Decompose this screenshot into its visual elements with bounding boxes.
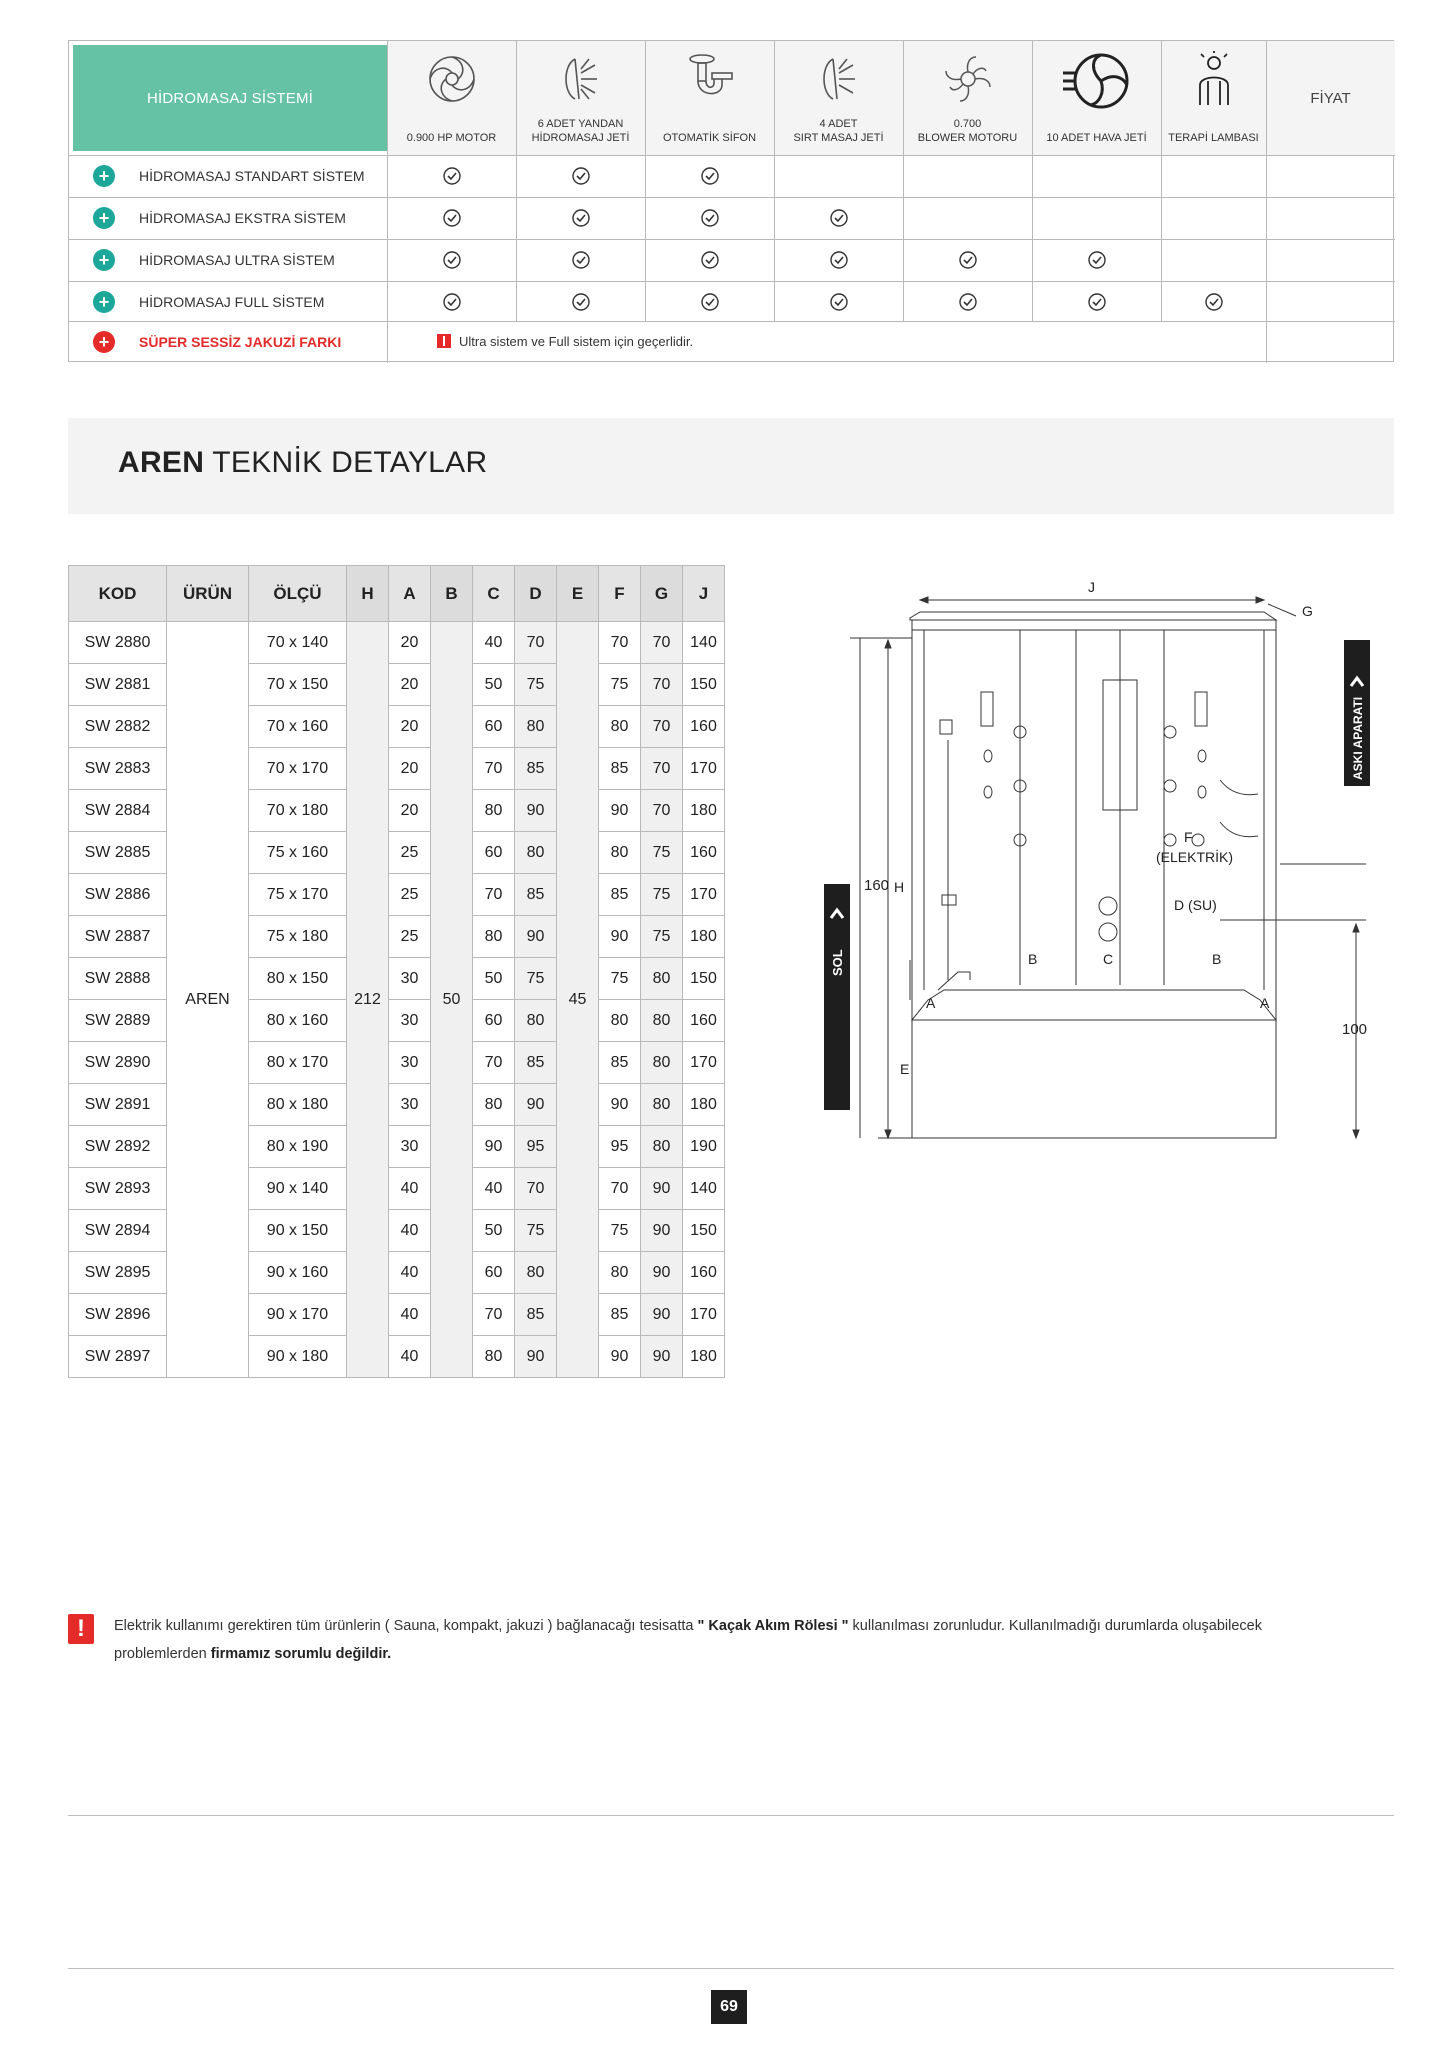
table-cell: 90 bbox=[641, 1294, 683, 1336]
table-cell: 70 x 160 bbox=[249, 706, 347, 748]
table-cell: 70 bbox=[515, 622, 557, 664]
table-cell: 180 bbox=[683, 916, 725, 958]
col-header: C bbox=[473, 566, 515, 622]
table-cell: 50 bbox=[473, 1210, 515, 1252]
table-cell: 90 x 150 bbox=[249, 1210, 347, 1252]
electric-socket bbox=[1099, 897, 1117, 915]
feature-label: 0.900 HP MOTOR bbox=[406, 132, 497, 144]
table-cell: 70 bbox=[473, 874, 515, 916]
super-silent-note bbox=[437, 321, 693, 363]
table-cell: 75 x 180 bbox=[249, 916, 347, 958]
table-cell: 70 x 180 bbox=[249, 790, 347, 832]
cabin-top bbox=[910, 612, 1276, 620]
table-cell: 40 bbox=[389, 1294, 431, 1336]
col-header: E bbox=[557, 566, 599, 622]
tub-rim bbox=[912, 990, 1276, 1020]
table-cell: 95 bbox=[599, 1126, 641, 1168]
table-cell: 170 bbox=[683, 1042, 725, 1084]
table-cell: SW 2887 bbox=[69, 916, 167, 958]
table-cell: 40 bbox=[473, 1168, 515, 1210]
right-control-panel bbox=[1195, 692, 1207, 726]
warning-liability: firmamız sorumlu değildir. bbox=[210, 1646, 392, 1662]
check-icon bbox=[829, 250, 849, 270]
table-cell: 80 x 190 bbox=[249, 1126, 347, 1168]
water-label: D (SU) bbox=[1174, 897, 1217, 913]
table-cell: 75 bbox=[599, 1210, 641, 1252]
system-row bbox=[69, 281, 1395, 323]
col-header: J bbox=[683, 566, 725, 622]
table-cell: 80 bbox=[473, 1336, 515, 1378]
table-cell: 80 bbox=[641, 1000, 683, 1042]
table-cell: 40 bbox=[389, 1336, 431, 1378]
table-cell: 20 bbox=[389, 622, 431, 664]
col-header: F bbox=[599, 566, 641, 622]
table-cell: 75 bbox=[599, 958, 641, 1000]
check-icon bbox=[571, 250, 591, 270]
table-cell: 90 bbox=[515, 1084, 557, 1126]
table-cell: 45 bbox=[557, 622, 599, 1378]
table-row bbox=[69, 622, 725, 664]
table-cell: 40 bbox=[389, 1210, 431, 1252]
check-icon bbox=[571, 292, 591, 312]
footer-divider bbox=[68, 1968, 1394, 1969]
table-cell: 20 bbox=[389, 790, 431, 832]
table-cell: 40 bbox=[389, 1252, 431, 1294]
dim-label-100: 100 bbox=[1342, 1021, 1368, 1038]
table-cell: SW 2884 bbox=[69, 790, 167, 832]
table-cell: 180 bbox=[683, 1084, 725, 1126]
table-cell: 160 bbox=[683, 1252, 725, 1294]
warning-icon bbox=[437, 334, 451, 348]
table-cell: 160 bbox=[683, 832, 725, 874]
plus-icon: + bbox=[93, 165, 115, 187]
hanger-label: ASKI APARATI bbox=[1351, 696, 1365, 780]
table-cell: 160 bbox=[683, 706, 725, 748]
table-cell: 90 x 180 bbox=[249, 1336, 347, 1378]
table-cell: 70 bbox=[641, 748, 683, 790]
system-row bbox=[69, 197, 1395, 239]
table-cell: 70 bbox=[641, 622, 683, 664]
feature-label: OTOMATİK SİFON bbox=[662, 132, 757, 144]
dim-label-e: E bbox=[900, 1061, 910, 1077]
dim-label-j: J bbox=[1088, 580, 1095, 595]
table-cell: 80 bbox=[599, 706, 641, 748]
table-cell: 80 x 170 bbox=[249, 1042, 347, 1084]
table-cell: 80 x 160 bbox=[249, 1000, 347, 1042]
feature-label: 4 ADET SIRT MASAJ JETİ bbox=[793, 118, 884, 144]
table-cell: 70 bbox=[473, 748, 515, 790]
table-cell: 95 bbox=[515, 1126, 557, 1168]
therapy-lamp-icon bbox=[1186, 51, 1242, 107]
table-cell: 80 bbox=[515, 1252, 557, 1294]
table-cell: 160 bbox=[683, 1000, 725, 1042]
dim-label-a-left: A bbox=[926, 995, 936, 1011]
check-icon bbox=[442, 292, 462, 312]
system-label: HİDROMASAJ ULTRA SİSTEM bbox=[139, 252, 335, 268]
table-cell: 75 bbox=[515, 1210, 557, 1252]
table-cell: SW 2894 bbox=[69, 1210, 167, 1252]
table-cell: SW 2889 bbox=[69, 1000, 167, 1042]
table-cell: 170 bbox=[683, 748, 725, 790]
cabin-roof-band bbox=[912, 620, 1276, 630]
super-silent-row bbox=[69, 321, 1395, 363]
table-cell: 80 bbox=[641, 958, 683, 1000]
plus-icon: + bbox=[93, 249, 115, 271]
check-icon bbox=[700, 292, 720, 312]
table-cell: 75 bbox=[599, 664, 641, 706]
table-cell: SW 2891 bbox=[69, 1084, 167, 1126]
table-cell: 80 bbox=[515, 706, 557, 748]
table-cell: 70 bbox=[599, 1168, 641, 1210]
check-icon bbox=[958, 250, 978, 270]
table-cell: SW 2897 bbox=[69, 1336, 167, 1378]
table-cell: 90 bbox=[641, 1336, 683, 1378]
table-cell: SW 2880 bbox=[69, 622, 167, 664]
table-cell: 20 bbox=[389, 664, 431, 706]
table-cell: 50 bbox=[431, 622, 473, 1378]
feature-label: 6 ADET YANDAN HİDROMASAJ JETİ bbox=[531, 118, 630, 144]
table-cell: 70 bbox=[473, 1042, 515, 1084]
table-cell: 85 bbox=[599, 748, 641, 790]
table-cell: SW 2890 bbox=[69, 1042, 167, 1084]
table-cell: 90 bbox=[473, 1126, 515, 1168]
water-inlet bbox=[1099, 923, 1117, 941]
siphon-icon bbox=[682, 51, 738, 107]
table-cell: 80 bbox=[641, 1084, 683, 1126]
table-cell: 140 bbox=[683, 622, 725, 664]
table-cell: 75 bbox=[515, 958, 557, 1000]
check-icon bbox=[700, 208, 720, 228]
check-icon bbox=[442, 208, 462, 228]
table-cell: 60 bbox=[473, 706, 515, 748]
plus-icon: + bbox=[93, 207, 115, 229]
feature-side-jet bbox=[516, 41, 645, 155]
table-cell: 80 x 180 bbox=[249, 1084, 347, 1126]
table-cell: SW 2881 bbox=[69, 664, 167, 706]
table-cell: 40 bbox=[389, 1168, 431, 1210]
col-header: B bbox=[431, 566, 473, 622]
table-cell: SW 2895 bbox=[69, 1252, 167, 1294]
table-cell: 90 bbox=[641, 1168, 683, 1210]
table-cell: 180 bbox=[683, 790, 725, 832]
table-cell: 140 bbox=[683, 1168, 725, 1210]
system-row bbox=[69, 155, 1395, 197]
table-cell: 90 bbox=[641, 1210, 683, 1252]
check-icon bbox=[1204, 292, 1224, 312]
left-control-panel bbox=[981, 692, 993, 726]
table-cell: 85 bbox=[515, 1294, 557, 1336]
table-cell: 50 bbox=[473, 664, 515, 706]
feature-motor bbox=[387, 41, 516, 155]
table-cell: 70 bbox=[599, 622, 641, 664]
table-cell: 75 x 160 bbox=[249, 832, 347, 874]
hydromassage-title: HİDROMASAJ SİSTEMİ bbox=[73, 45, 387, 151]
table-cell: 70 bbox=[641, 664, 683, 706]
dim-label-f: F bbox=[1184, 829, 1193, 845]
table-cell: 90 bbox=[515, 790, 557, 832]
exclamation-icon: ! bbox=[68, 1614, 94, 1644]
title-rest: TEKNİK DETAYLAR bbox=[204, 446, 488, 479]
left-side-label: SOL bbox=[830, 949, 845, 976]
table-cell: 70 bbox=[641, 706, 683, 748]
table-cell: 85 bbox=[515, 874, 557, 916]
col-header: ÜRÜN bbox=[167, 566, 249, 622]
divider bbox=[68, 1815, 1394, 1816]
hydromassage-system-table bbox=[68, 40, 1394, 362]
page-number: 69 bbox=[711, 1990, 747, 2024]
table-cell: SW 2888 bbox=[69, 958, 167, 1000]
feature-label: TERAPİ LAMBASI bbox=[1168, 132, 1259, 144]
system-label: HİDROMASAJ FULL SİSTEM bbox=[139, 294, 325, 310]
feature-label: 0.700 BLOWER MOTORU bbox=[917, 118, 1018, 144]
cabin-dimension-diagram bbox=[820, 580, 1380, 1140]
electric-label: (ELEKTRİK) bbox=[1156, 849, 1234, 865]
air-jet-icon bbox=[1061, 51, 1133, 111]
table-cell: 170 bbox=[683, 874, 725, 916]
table-cell: 30 bbox=[389, 1126, 431, 1168]
table-cell: 70 bbox=[473, 1294, 515, 1336]
check-icon bbox=[958, 292, 978, 312]
warning-part-2: kullanılması zorunludur. Kullanılmadığı durumlarda oluşabilecek problemlerden bbox=[114, 1618, 1263, 1662]
dim-label-c: C bbox=[1103, 951, 1114, 967]
table-cell: SW 2883 bbox=[69, 748, 167, 790]
table-cell: 85 bbox=[599, 1042, 641, 1084]
table-cell: SW 2882 bbox=[69, 706, 167, 748]
feature-back-jet bbox=[774, 41, 903, 155]
col-header: KOD bbox=[69, 566, 167, 622]
table-cell: 80 x 150 bbox=[249, 958, 347, 1000]
feature-blower bbox=[903, 41, 1032, 155]
table-cell: 90 bbox=[515, 1336, 557, 1378]
table-cell: 20 bbox=[389, 706, 431, 748]
check-icon bbox=[829, 208, 849, 228]
table-cell: 80 bbox=[473, 1084, 515, 1126]
check-icon bbox=[1087, 250, 1107, 270]
system-row bbox=[69, 239, 1395, 281]
system-label: HİDROMASAJ EKSTRA SİSTEM bbox=[139, 210, 346, 226]
table-cell: 80 bbox=[641, 1042, 683, 1084]
blower-icon bbox=[940, 51, 996, 107]
table-cell: 150 bbox=[683, 664, 725, 706]
table-cell: 90 bbox=[641, 1252, 683, 1294]
back-jet-icon bbox=[811, 51, 867, 107]
table-cell: 90 bbox=[599, 790, 641, 832]
table-cell: 50 bbox=[473, 958, 515, 1000]
col-header: H bbox=[347, 566, 389, 622]
dim-label-b-left: B bbox=[1028, 951, 1038, 967]
table-cell: 80 bbox=[515, 1000, 557, 1042]
table-cell: 85 bbox=[515, 748, 557, 790]
table-cell: 75 bbox=[641, 874, 683, 916]
table-cell: 90 x 140 bbox=[249, 1168, 347, 1210]
table-cell: 70 x 170 bbox=[249, 748, 347, 790]
check-icon bbox=[442, 166, 462, 186]
table-cell: 80 bbox=[515, 832, 557, 874]
table-cell: 60 bbox=[473, 1252, 515, 1294]
feature-therapy-lamp bbox=[1161, 41, 1266, 155]
table-cell: 30 bbox=[389, 958, 431, 1000]
check-icon bbox=[571, 208, 591, 228]
table-cell: 70 x 140 bbox=[249, 622, 347, 664]
table-cell: SW 2885 bbox=[69, 832, 167, 874]
table-cell: 75 x 170 bbox=[249, 874, 347, 916]
title-product: AREN bbox=[118, 446, 205, 479]
check-icon bbox=[829, 292, 849, 312]
feature-air-jet bbox=[1032, 41, 1161, 155]
table-cell: 85 bbox=[599, 1294, 641, 1336]
table-cell: 30 bbox=[389, 1042, 431, 1084]
table-cell: 85 bbox=[599, 874, 641, 916]
plus-icon: + bbox=[93, 331, 115, 353]
table-cell: 80 bbox=[473, 916, 515, 958]
table-cell: 70 bbox=[641, 790, 683, 832]
side-jet-icon bbox=[553, 51, 609, 107]
left-side-tab bbox=[824, 884, 850, 1110]
check-icon bbox=[1087, 292, 1107, 312]
table-cell: SW 2892 bbox=[69, 1126, 167, 1168]
note-text: Ultra sistem ve Full sistem için geçerlidir. bbox=[459, 334, 694, 349]
plus-icon: + bbox=[93, 291, 115, 313]
table-cell: 75 bbox=[515, 664, 557, 706]
table-cell: SW 2896 bbox=[69, 1294, 167, 1336]
table-cell: 25 bbox=[389, 832, 431, 874]
table-cell: 30 bbox=[389, 1084, 431, 1126]
table-cell: 170 bbox=[683, 1294, 725, 1336]
feature-label: 10 ADET HAVA JETİ bbox=[1046, 132, 1147, 144]
check-icon bbox=[700, 166, 720, 186]
dim-label-160: 160 bbox=[864, 877, 890, 894]
table-cell: 60 bbox=[473, 832, 515, 874]
table-cell: 80 bbox=[641, 1126, 683, 1168]
col-header: A bbox=[389, 566, 431, 622]
warning-relay: " Kaçak Akım Rölesi " bbox=[697, 1618, 849, 1634]
table-cell: 90 bbox=[599, 916, 641, 958]
table-cell: 90 x 170 bbox=[249, 1294, 347, 1336]
check-icon bbox=[700, 250, 720, 270]
table-cell: 70 x 150 bbox=[249, 664, 347, 706]
table-cell: 85 bbox=[515, 1042, 557, 1084]
dim-label-b-right: B bbox=[1212, 951, 1222, 967]
table-cell: 90 bbox=[599, 1336, 641, 1378]
col-header: D bbox=[515, 566, 557, 622]
table-cell: 150 bbox=[683, 1210, 725, 1252]
table-cell: 80 bbox=[473, 790, 515, 832]
tub-base bbox=[912, 1020, 1276, 1138]
table-cell: SW 2893 bbox=[69, 1168, 167, 1210]
table-cell: 190 bbox=[683, 1126, 725, 1168]
table-cell: 90 bbox=[515, 916, 557, 958]
table-cell: 75 bbox=[641, 832, 683, 874]
table-cell: 80 bbox=[599, 832, 641, 874]
warning-text bbox=[114, 1612, 1314, 1668]
spec-body bbox=[69, 622, 725, 1378]
check-icon bbox=[571, 166, 591, 186]
warning-part-1: Elektrik kullanımı gerektiren tüm ürünlerin ( Sauna, kompakt, jakuzi ) bağlanacağı tesisatta bbox=[114, 1618, 698, 1634]
table-cell: 90 x 160 bbox=[249, 1252, 347, 1294]
motor-icon bbox=[424, 51, 480, 107]
feature-siphon bbox=[645, 41, 774, 155]
spec-header-row bbox=[69, 566, 725, 622]
table-cell: AREN bbox=[167, 622, 249, 1378]
dim-label-g: G bbox=[1302, 603, 1313, 619]
table-cell: 70 bbox=[515, 1168, 557, 1210]
table-cell: 25 bbox=[389, 874, 431, 916]
dim-label-h: H bbox=[894, 879, 905, 895]
hanger-tab bbox=[1344, 640, 1370, 786]
table-cell: 80 bbox=[599, 1252, 641, 1294]
table-cell: 80 bbox=[599, 1000, 641, 1042]
system-label: HİDROMASAJ STANDART SİSTEM bbox=[139, 168, 365, 184]
page-title bbox=[118, 446, 487, 480]
table-cell: 40 bbox=[473, 622, 515, 664]
dim-label-a-right: A bbox=[1260, 995, 1270, 1011]
super-silent-label: SÜPER SESSİZ JAKUZİ FARKI bbox=[139, 334, 342, 350]
table-cell: 212 bbox=[347, 622, 389, 1378]
table-cell: 75 bbox=[641, 916, 683, 958]
table-cell: 25 bbox=[389, 916, 431, 958]
table-cell: 20 bbox=[389, 748, 431, 790]
title-band bbox=[68, 418, 1394, 514]
table-cell: 180 bbox=[683, 1336, 725, 1378]
price-header: FİYAT bbox=[1266, 41, 1395, 155]
table-cell: 150 bbox=[683, 958, 725, 1000]
table-cell: 60 bbox=[473, 1000, 515, 1042]
col-header: G bbox=[641, 566, 683, 622]
col-header: ÖLÇÜ bbox=[249, 566, 347, 622]
diagram-svg bbox=[820, 580, 1380, 1140]
table-cell: 90 bbox=[599, 1084, 641, 1126]
check-icon bbox=[442, 250, 462, 270]
table-cell: 30 bbox=[389, 1000, 431, 1042]
technical-spec-table bbox=[68, 565, 725, 1378]
table-cell: SW 2886 bbox=[69, 874, 167, 916]
